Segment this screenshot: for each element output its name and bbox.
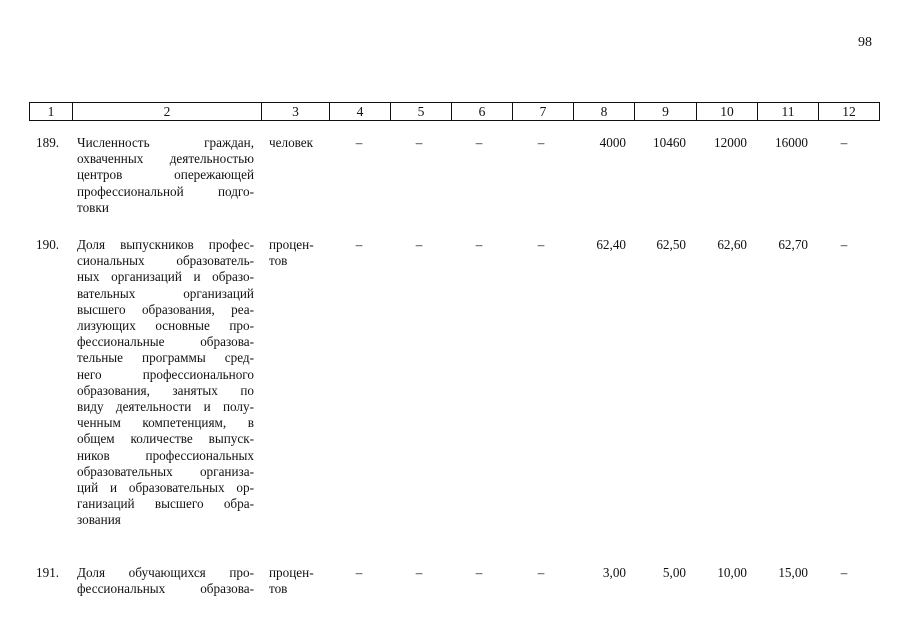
row-189-desc-line: товки	[77, 199, 109, 215]
row-191-col-4: –	[355, 565, 363, 580]
column-header-4: 4	[330, 103, 391, 121]
row-190-desc-line: тельные программы сред-	[77, 350, 254, 366]
row-190-desc-line: общем количестве выпуск-	[77, 431, 254, 447]
row-191-col-7: –	[537, 565, 545, 580]
row-191-desc-line: Доля обучающихся про-	[77, 565, 254, 580]
column-header-3: 3	[262, 103, 330, 121]
row-189-unit	[269, 135, 335, 151]
row-191-col-11: 15,00	[778, 565, 808, 580]
row-190-col-9: 62,50	[656, 237, 686, 252]
row-190-desc-line: Доля выпускников профес-	[77, 237, 254, 252]
row-190-col-5: –	[415, 237, 423, 252]
row-190-col-12: –	[840, 237, 848, 252]
row-189-unit-line: человек	[269, 135, 314, 150]
row-190-unit-line: тов	[269, 253, 288, 269]
row-191-unit-line: процен-	[269, 565, 314, 580]
row-190-col-8: 62,40	[596, 237, 626, 252]
row-189-col-12: –	[840, 135, 848, 150]
row-189-col-5: –	[415, 135, 423, 150]
row-191-col-8: 3,00	[602, 565, 626, 580]
row-190-col-4: –	[355, 237, 363, 252]
row-191-unit-line: тов	[269, 581, 288, 597]
row-191-unit	[269, 565, 335, 597]
row-190-desc-line: зования	[77, 512, 121, 528]
row-190-desc-line: ников профессиональных	[77, 447, 254, 463]
row-191-col-9: 5,00	[662, 565, 686, 580]
row-190-desc-line: образования, занятых по	[77, 382, 254, 398]
row-189-description	[77, 135, 254, 216]
row-191-col-12: –	[840, 565, 848, 580]
row-189-col-9: 10460	[653, 135, 686, 150]
row-189-col-8: 4000	[599, 135, 626, 150]
row-190-desc-line: ганизаций высшего обра-	[77, 496, 254, 512]
row-189-desc-line: охваченных деятельностью	[77, 151, 254, 167]
row-189-number: 189.	[36, 135, 60, 150]
column-header-12: 12	[819, 103, 880, 121]
row-190-desc-line: него профессионального	[77, 366, 254, 382]
row-190-desc-line: вательных организаций	[77, 285, 254, 301]
row-190-desc-line: образовательных организа-	[77, 463, 254, 479]
column-header-1: 1	[30, 103, 73, 121]
row-191-col-5: –	[415, 565, 423, 580]
row-190-desc-line: ций и образовательных ор-	[77, 480, 254, 496]
row-190-unit	[269, 237, 335, 269]
column-header-5: 5	[391, 103, 452, 121]
column-header-10: 10	[697, 103, 758, 121]
row-190-number: 190.	[36, 237, 60, 252]
row-189-col-11: 16000	[775, 135, 808, 150]
row-189-col-10: 12000	[714, 135, 747, 150]
row-190-desc-line: фессиональные образова-	[77, 334, 254, 350]
row-190-desc-line: виду деятельности и полу-	[77, 399, 254, 415]
column-header-6: 6	[452, 103, 513, 121]
row-190-desc-line: лизующих основные про-	[77, 318, 254, 334]
row-190-desc-line: ченным компетенциям, в	[77, 415, 254, 431]
row-191-col-10: 10,00	[717, 565, 747, 580]
row-191-description	[77, 565, 254, 597]
row-190-col-7: –	[537, 237, 545, 252]
row-189-col-6: –	[475, 135, 483, 150]
page-number: 98	[858, 35, 872, 50]
row-190-description	[77, 237, 254, 529]
row-189-desc-line: Численность граждан,	[77, 135, 254, 150]
row-190-unit-line: процен-	[269, 237, 314, 252]
row-190-desc-line: высшего образования, реа-	[77, 301, 254, 317]
column-header-8: 8	[574, 103, 635, 121]
column-header-11: 11	[758, 103, 819, 121]
row-190-col-10: 62,60	[717, 237, 747, 252]
row-190-col-6: –	[475, 237, 483, 252]
row-190-col-11: 62,70	[778, 237, 808, 252]
row-189-col-7: –	[537, 135, 545, 150]
row-190-desc-line: сиональных образователь-	[77, 253, 254, 269]
row-191-number: 191.	[36, 565, 60, 580]
row-190-desc-line: ных организаций и образо-	[77, 269, 254, 285]
row-189-desc-line: профессиональной подго-	[77, 183, 254, 199]
row-189-col-4: –	[355, 135, 363, 150]
row-189-desc-line: центров опережающей	[77, 167, 254, 183]
column-header-9: 9	[635, 103, 697, 121]
column-header-7: 7	[513, 103, 574, 121]
column-header-table	[29, 102, 880, 121]
column-header-row	[30, 103, 880, 121]
column-header-2: 2	[73, 103, 262, 121]
row-191-col-6: –	[475, 565, 483, 580]
row-191-desc-line: фессиональных образова-	[77, 581, 254, 597]
